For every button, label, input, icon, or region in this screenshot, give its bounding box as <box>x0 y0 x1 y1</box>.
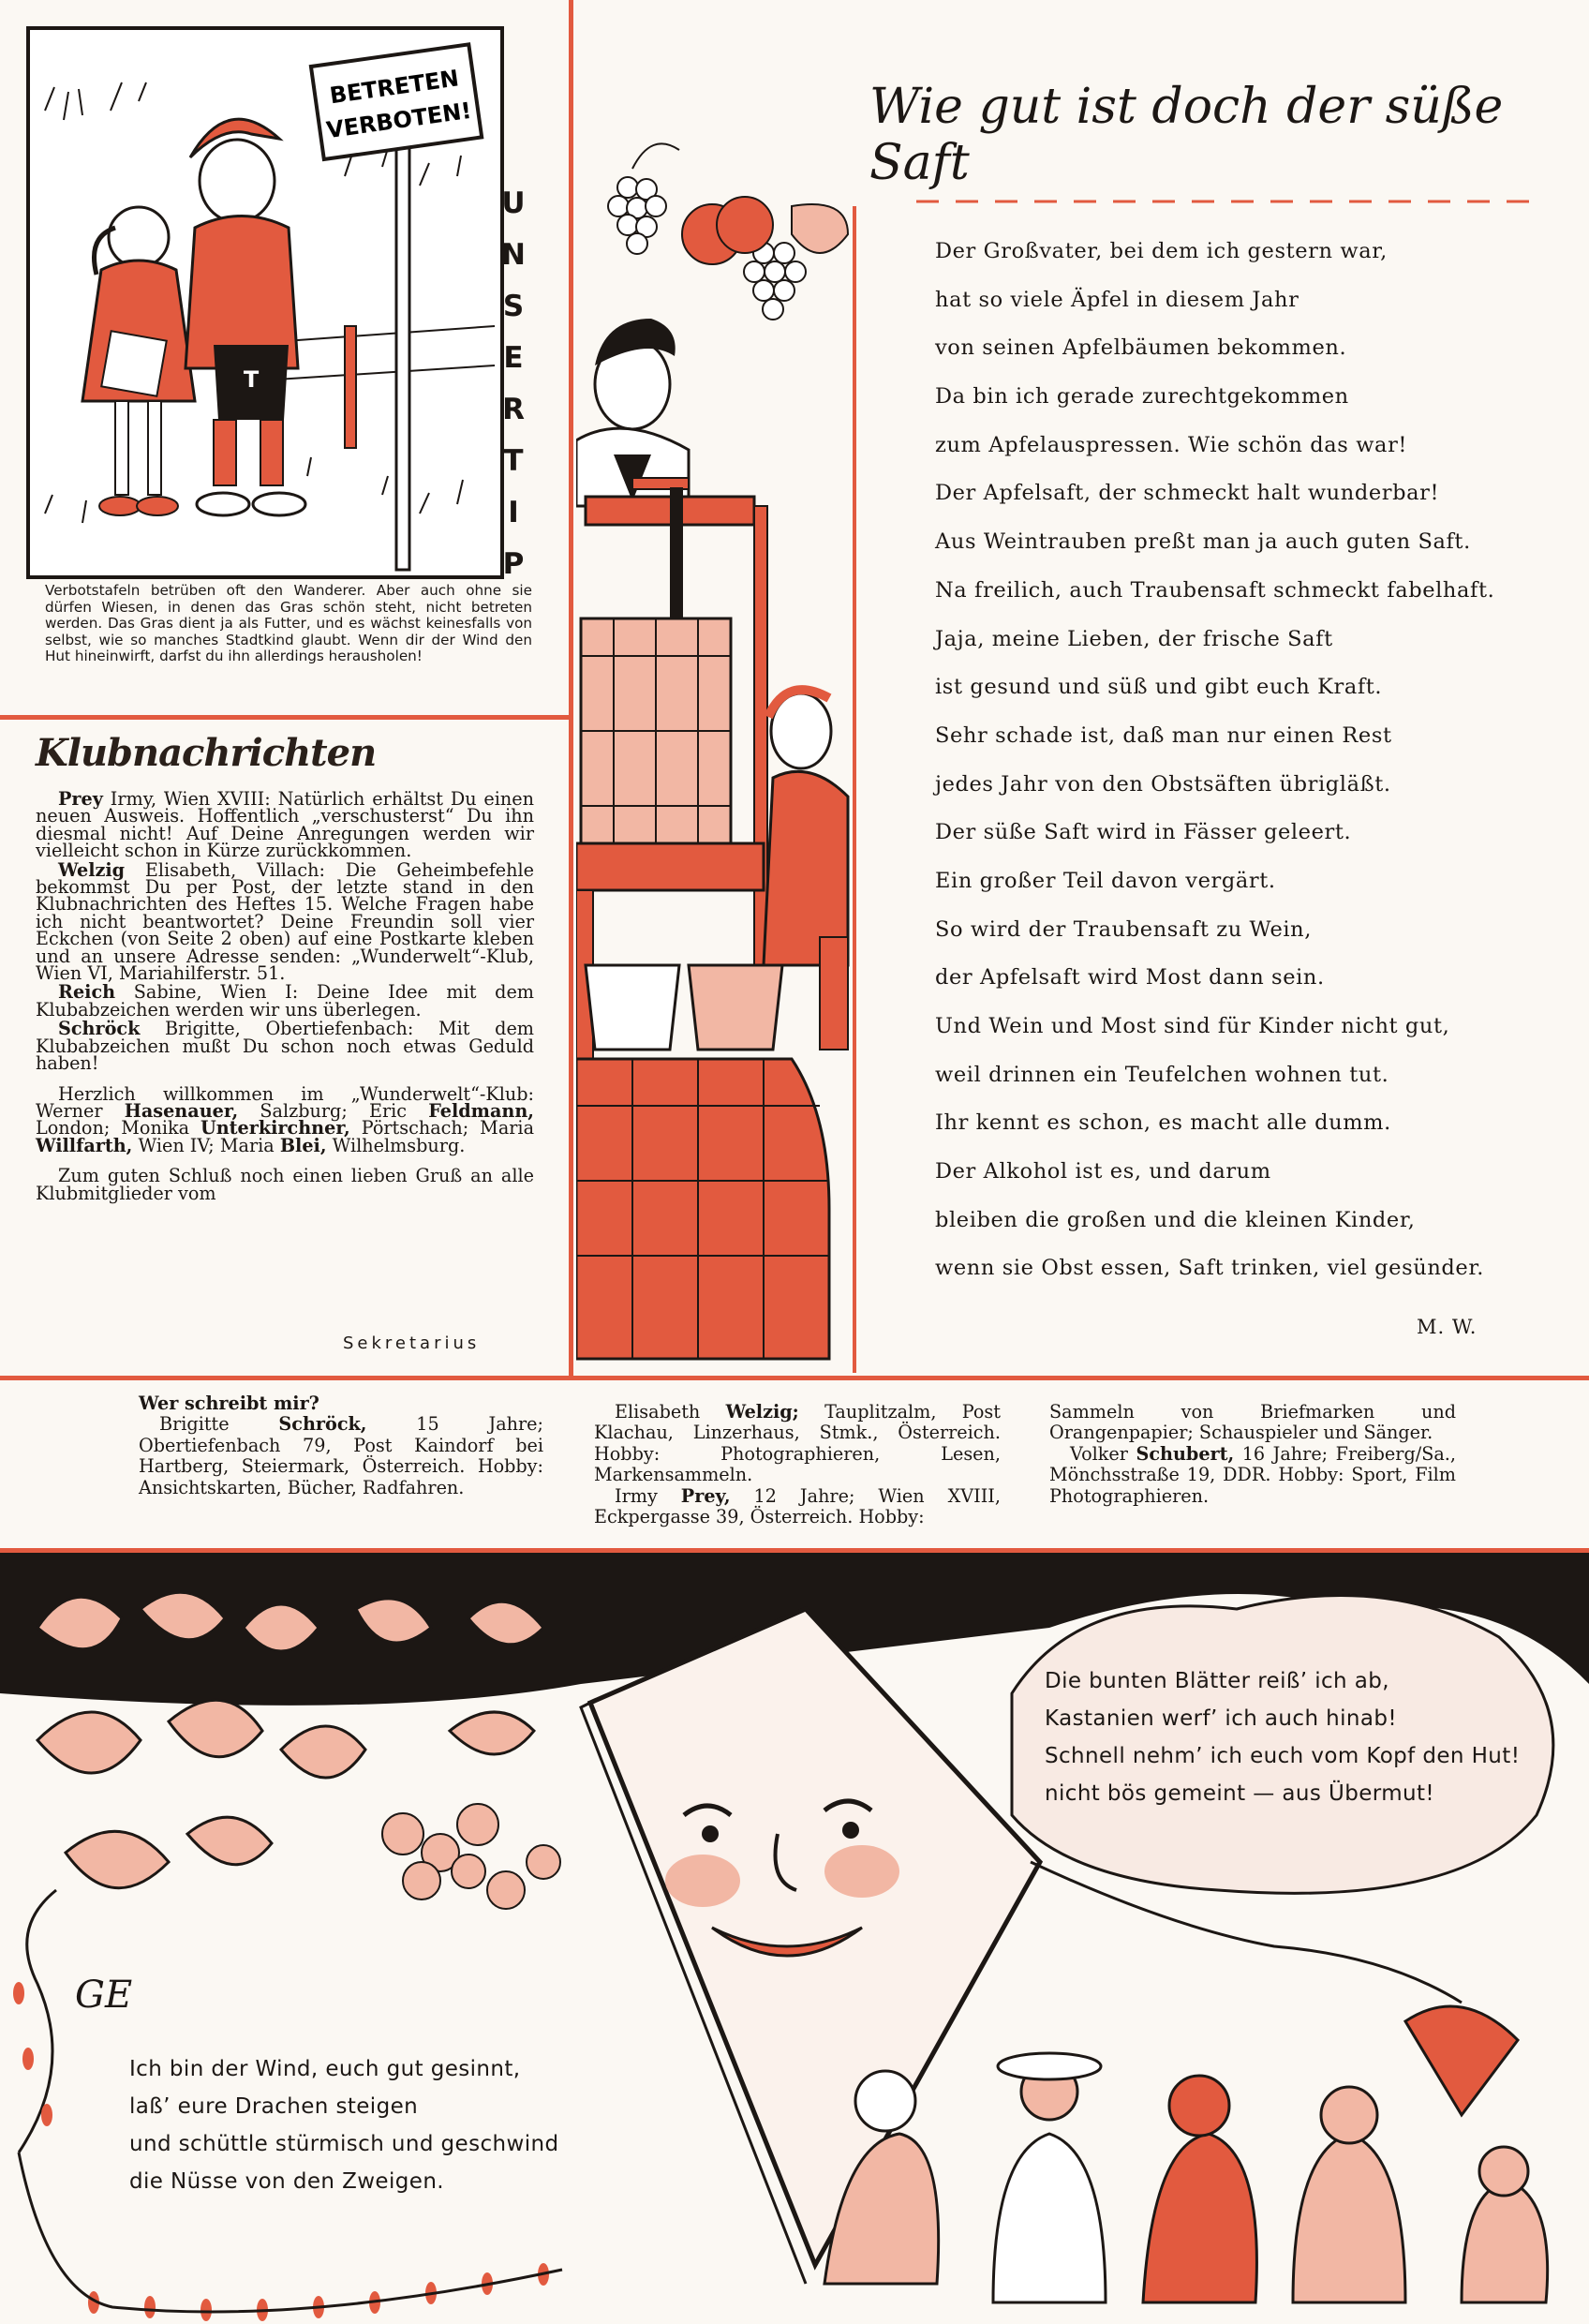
poem-line: laß’ eure Drachen steigen <box>129 2094 419 2119</box>
member-name: Prey <box>58 788 103 810</box>
man-figure <box>576 319 689 506</box>
entry-text: Brigitte, Obertiefenbach: Mit dem Klubabzeichen mußt Du schon noch etwas Geduld haben! <box>36 1018 534 1075</box>
warning-sign-board <box>311 44 482 159</box>
pen-pal-entry: Irmy Prey, 12 Jahre; Wien XVIII, Eckpergasse 39, Österreich. Hobby: <box>594 1484 1001 1528</box>
poem-line: von seinen Apfelbäumen bekommen. <box>935 335 1347 361</box>
cartoon-caption: Verbotstafeln betrüben oft den Wanderer. Aber auch ohne sie dürfen Wiesen, in denen das Gras schön steht, nicht betreten werden. Das Gras dient ja als Futter, und es wächst keinesfalls von selbst, wie so manches Stadtkind glaubt. Wenn dir der Wind den Hut hineinwirft, darfst du ihn allerdings herausholen! <box>45 582 532 665</box>
artist-monogram: GE <box>75 1974 133 2017</box>
klub-entry <box>36 981 534 1020</box>
poem-line: ist gesund und süß und gibt euch Kraft. <box>935 675 1383 700</box>
klub-body <box>36 788 535 1204</box>
pen-pal-continuation: Sammeln von Briefmarken und Orangenpapier; Schauspieler und Sänger. <box>1049 1401 1456 1444</box>
klub-welcome: Herzlich willkommen im „Wunderwelt“-Klub: Werner Hasenauer, Salzburg; Eric Feldmann, London; Monika Unterkirchner, Pörtschach; Maria Willfarth, Wien IV; Maria Blei, Wilhelmsburg. <box>36 1082 535 1156</box>
tip-letter: T <box>503 444 524 478</box>
poem-line: zum Apfelauspressen. Wie schön das war! <box>935 432 1408 457</box>
member-name: Welzig <box>58 858 126 881</box>
cartoon-illustration <box>26 26 504 579</box>
wind-poem <box>129 2050 558 2200</box>
poem-line: wenn sie Obst essen, Saft trinken, viel gesünder. <box>935 1256 1484 1281</box>
entry-text: Elisabeth, Villach: Die Geheimbefehle bekommst Du per Post, der letzte stand in den Klubnachrichten des Heftes 15. Welche Fragen habe ich nicht beantwortet? Deine Freundin soll vier Eckchen (von Seite 2 oben) auf eine Postkarte kleben und an unsere Adresse senden: „Wunderwelt“-Klub, Wien VI, Mariahilferstr. 51. <box>36 858 534 985</box>
pen-pal-entry: Elisabeth Welzig; Tauplitzalm, Post Klachau, Linzerhaus, Stmk., Österreich. Hobby: Photographieren, Lesen, Markensammeln. <box>594 1401 1001 1486</box>
wavy-decoration <box>607 187 1544 216</box>
poem-line: Der Apfelsaft, der schmeckt halt wunderbar! <box>935 481 1440 506</box>
poem-line: bleiben die großen und die kleinen Kinder, <box>935 1207 1416 1232</box>
poem-line: jedes Jahr von den Obstsäften übrigläßt. <box>935 771 1391 797</box>
tip-letter: E <box>503 341 524 375</box>
saft-poem <box>935 232 1516 1298</box>
kite-poem <box>1045 1662 1520 1812</box>
kite-face <box>581 1609 1040 2284</box>
poem-line: Na freilich, auch Traubensaft schmeckt fabelhaft. <box>935 577 1495 603</box>
poem-line: Der süße Saft wird in Fässer geleert. <box>935 820 1352 845</box>
poem-line: Die bunten Blätter reiß’ ich ab, <box>1045 1669 1389 1693</box>
poem-line: hat so viele Äpfel in diesem Jahr <box>935 287 1299 312</box>
pen-pal-heading: Wer schreibt mir? <box>139 1393 319 1414</box>
chestnuts <box>382 1804 560 1909</box>
klub-entry <box>36 1018 534 1075</box>
klub-title: Klubnachrichten <box>36 731 377 775</box>
klub-closing: Zum guten Schluß noch einen lieben Gruß an alle Klubmitglieder vom <box>36 1165 534 1204</box>
poem-line: Ein großer Teil davon vergärt. <box>935 868 1276 893</box>
member-name: Schröck <box>58 1018 141 1040</box>
klub-entry <box>36 788 534 862</box>
entry-text: Irmy, Wien XVIII: Natürlich erhältst Du einen neuen Ausweis. Hoffentlich „verschusterst“ Du ihn diesmal nicht! Auf Deine Anregungen werden wir vielleicht schon in Kürze zurückkommen. <box>36 788 534 862</box>
poem-signature: M. W. <box>1417 1316 1478 1338</box>
top-left-vertical-rule <box>569 0 573 1378</box>
member-name: Reich <box>58 981 116 1004</box>
pen-pal-entry: Volker Schubert, 16 Jahre; Freiberg/Sa., Mönchsstraße 19, DDR. Hobby: Sport, Film Photographieren. <box>1049 1442 1456 1507</box>
barrel <box>576 1059 829 1359</box>
poem-line: die Nüsse von den Zweigen. <box>129 2169 445 2194</box>
poem-title: Wie gut ist doch der süße Saft <box>869 79 1504 191</box>
tip-letter: U <box>501 186 526 220</box>
pen-pal-column-2 <box>594 1402 1001 1527</box>
sign-text-line2: VERBOTEN! <box>324 97 473 144</box>
tip-letter: P <box>502 547 525 581</box>
poem-line: Aus Weintrauben preßt man ja auch guten Saft. <box>935 529 1471 555</box>
tip-letter: R <box>502 393 525 426</box>
poem-line: So wird der Traubensaft zu Wein, <box>935 916 1313 942</box>
tip-letter: N <box>501 238 526 272</box>
pen-pal-column-1 <box>139 1393 543 1498</box>
cartoon-bottom-rule <box>0 715 572 720</box>
upper-section-bottom-rule <box>0 1376 1589 1380</box>
juice-press-illustration <box>576 131 857 1373</box>
poem-line: Sehr schade ist, daß man nur einen Rest <box>935 723 1392 748</box>
klub-signature: Sekretarius <box>343 1333 481 1353</box>
poem-line: weil drinnen ein Teufelchen wohnen tut. <box>935 1062 1389 1087</box>
poem-line: Schnell nehm’ ich euch vom Kopf den Hut! <box>1045 1744 1521 1768</box>
poem-line: Da bin ich gerade zurechtgekommen <box>935 384 1349 410</box>
poem-line: Der Alkohol ist es, und darum <box>935 1159 1271 1184</box>
svg-text:T: T <box>243 366 260 393</box>
buckets <box>586 965 782 1050</box>
tip-letter: S <box>502 290 525 323</box>
unser-tip-vertical-label <box>495 178 532 590</box>
fruit-cluster <box>608 143 848 320</box>
sign-text-line1: BETRETEN <box>328 65 461 110</box>
klub-entry <box>36 858 534 985</box>
poem-line: und schüttle stürmisch und geschwind <box>129 2132 559 2156</box>
pen-pal-column-3 <box>1049 1402 1456 1507</box>
poem-line: der Apfelsaft wird Most dann sein. <box>935 965 1325 991</box>
poem-line: Und Wein und Most sind für Kinder nicht gut, <box>935 1014 1450 1038</box>
tip-letter: I <box>508 496 519 529</box>
poem-line: Kastanien werf’ ich auch hinab! <box>1045 1706 1397 1731</box>
poem-line: nicht bös gemeint — aus Übermut! <box>1045 1781 1435 1806</box>
pen-pal-entry: Brigitte Schröck, 15 Jahre; Obertiefenbach 79, Post Kaindorf bei Hartberg, Steiermark, Österreich. Hobby: Ansichtskarten, Bücher, Radfahren. <box>139 1413 543 1498</box>
poem-line: Ihr kennt es schon, es macht alle dumm. <box>935 1110 1391 1136</box>
entry-text: Sabine, Wien I: Deine Idee mit dem Klubabzeichen werden wir uns überlegen. <box>36 981 534 1020</box>
poem-line: Jaja, meine Lieben, der frische Saft <box>935 626 1333 651</box>
poem-line: Ich bin der Wind, euch gut gesinnt, <box>129 2057 521 2081</box>
poem-line: Der Großvater, bei dem ich gestern war, <box>935 239 1388 263</box>
